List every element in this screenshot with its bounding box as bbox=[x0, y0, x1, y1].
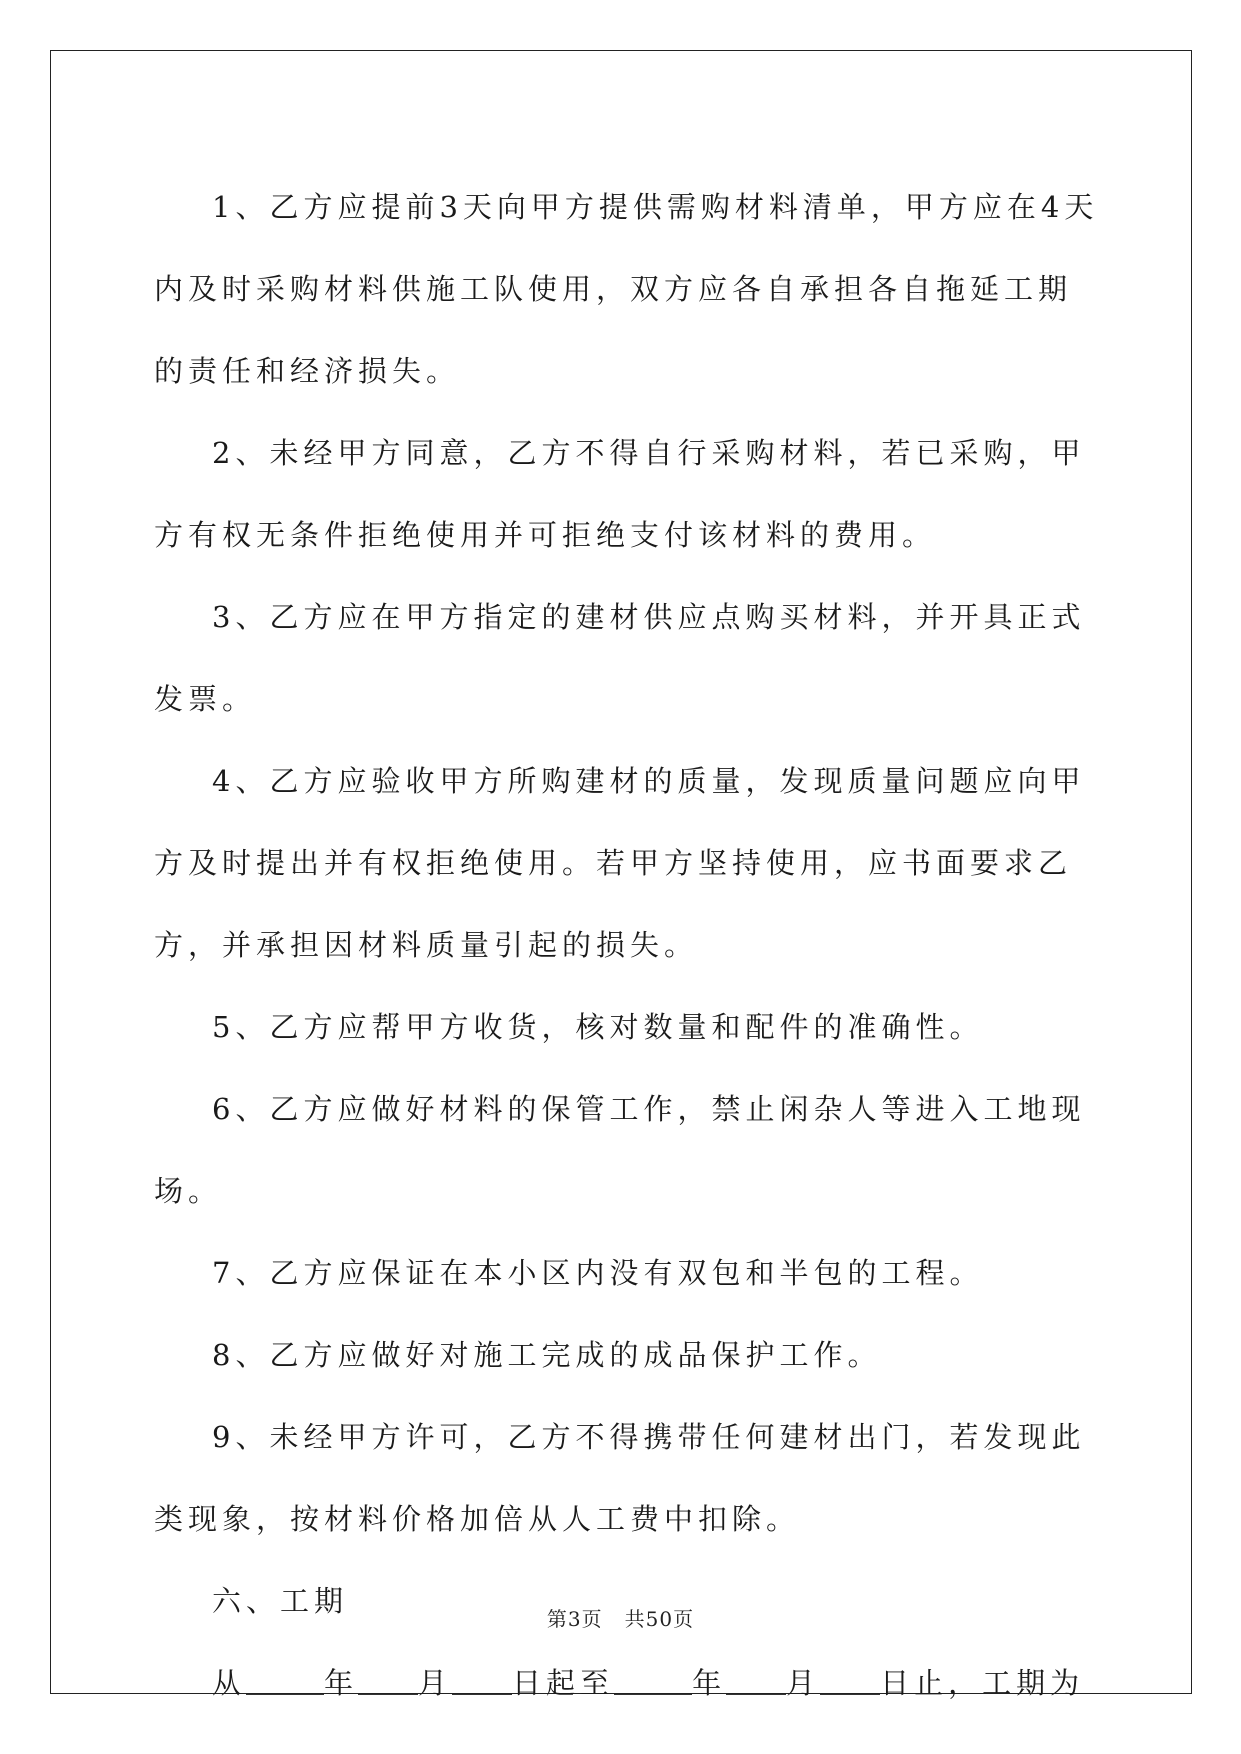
start-year-blank bbox=[246, 1668, 324, 1695]
page-number: 第3页 bbox=[546, 1607, 603, 1631]
clause-4: 4、乙方应验收甲方所购建材的质量，发现质量问题应向甲方及时提出并有权拒绝使用。若甲方坚持使用，应书面要求乙方，并承担因材料质量引起的损失。 bbox=[154, 764, 1086, 962]
clause-3: 3、乙方应在甲方指定的建材供应点购买材料，并开具正式发票。 bbox=[154, 600, 1086, 716]
clause-7: 7、乙方应保证在本小区内没有双包和半包的工程。 bbox=[212, 1256, 984, 1290]
end-month-blank bbox=[726, 1668, 786, 1695]
period-year-1: 年 bbox=[324, 1666, 359, 1700]
work-period-line bbox=[154, 1642, 1099, 1724]
end-year-blank bbox=[614, 1668, 692, 1695]
page-total: 共50页 bbox=[624, 1607, 695, 1631]
section-heading: 六、工期 bbox=[212, 1584, 349, 1618]
period-month-2: 月 bbox=[786, 1666, 821, 1700]
start-day-blank bbox=[452, 1668, 512, 1695]
clause-8: 8、乙方应做好对施工完成的成品保护工作。 bbox=[212, 1338, 882, 1372]
period-from: 从 bbox=[212, 1666, 247, 1700]
period-month-1: 月 bbox=[418, 1666, 453, 1700]
clause-9: 9、未经甲方许可，乙方不得携带任何建材出门，若发现此类现象，按材料价格加倍从人工费中扣除。 bbox=[154, 1420, 1086, 1536]
period-day-1: 日起至 bbox=[512, 1666, 615, 1700]
clause-2: 2、未经甲方同意，乙方不得自行采购材料，若已采购，甲方有权无条件拒绝使用并可拒绝支付该材料的费用。 bbox=[154, 436, 1086, 552]
page-footer bbox=[0, 1603, 1241, 1632]
start-month-blank bbox=[358, 1668, 418, 1695]
period-day-2: 日止，工期为 bbox=[880, 1666, 1085, 1700]
period-year-2: 年 bbox=[692, 1666, 727, 1700]
clause-6: 6、乙方应做好材料的保管工作，禁止闲杂人等进入工地现场。 bbox=[154, 1092, 1086, 1208]
clause-5: 5、乙方应帮甲方收货，核对数量和配件的准确性。 bbox=[212, 1010, 984, 1044]
clause-1: 1、乙方应提前3天向甲方提供需购材料清单，甲方应在4天内及时采购材料供施工队使用，双方应各自承担各自拖延工期的责任和经济损失。 bbox=[154, 190, 1099, 388]
end-day-blank bbox=[820, 1668, 880, 1695]
document-body bbox=[154, 166, 1099, 1724]
